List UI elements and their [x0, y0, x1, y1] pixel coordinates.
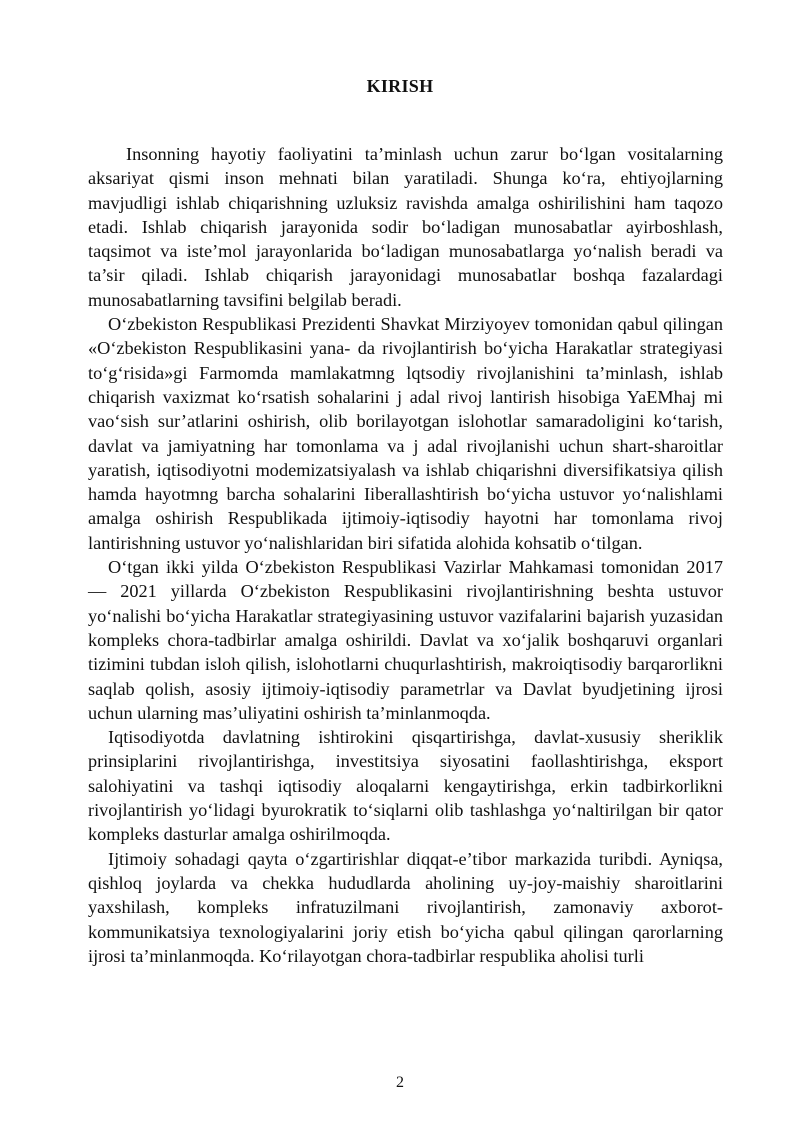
- paragraph-cabinet-measures: O‘tgan ikki yilda O‘zbekiston Respublikasi Vazirlar Mahkamasi tomonidan 2017 — 2021 yillarda O‘zbekiston Respublikasini rivojlantirishning beshta ustuvor yo‘nalishi bo‘yicha Harakatlar strategiyasining ustuvor vazifalarini bajarish yuzasidan kompleks chora-tadbirlar amalga oshirildi. Davlat va xo‘jalik boshqaruvi organlari tizimini tubdan isloh qilish, islohotlarni chuqurlashtirish, makroiqtisodiy barqarorlikni saqlab qolish, asosiy ijtimoiy-iqtisodiy parametrlar va Davlat byudjetining ijrosi uchun ularning mas’uliyatini oshirish ta’minlanmoqda.: [88, 557, 723, 723]
- page-number: 2: [396, 1074, 404, 1091]
- paragraph-economy: Iqtisodiyotda davlatning ishtirokini qisqartirishga, davlat-xususiy sheriklik prinsiplarini rivojlantirishga, investitsiya siyosatini faollashtirishga, eksport salohiyatini va tashqi iqtisodiy aloqalarni kengaytirishga, erkin tadbirkorlikni rivojlantirish yo‘lidagi byurokratik to‘siqlarni olib tashlashga yo‘naltirilgan bir qator kompleks dasturlar amalga oshirilmoqda.: [88, 727, 723, 845]
- paragraph-strategy: O‘zbekiston Respublikasi Prezidenti Shavkat Mirziyoyev tomonidan qabul qilingan «O‘zbekiston Respublikasini yana- da rivojlantirish bo‘yicha Harakatlar strategiyasi to‘g‘risida»gi Farmomda mamlakatmng lqtsodiy rivojlanishini ta’minlash, ishlab chiqarish vaxizmat ko‘rsatish sohalarini j adal rivoj lantirish hisobiga YaEMhaj mi vao‘sish sur’atlarini oshirish, olib borilayotgan islohotlar samaradoligini ko‘tarish, davlat va jamiyatning har tomonlama va j adal rivojlanishi uchun shart-sharoitlar yaratish, iqtisodiyotni modemizatsiyalash va ishlab chiqarishni diversifikatsiya qilish hamda hayotmng barcha sohalarini Iiberallashtirish bo‘yicha ustuvor yo‘nalishlami amalga oshirish Respublikada ijtimoiy-iqtisodiy hayotni har tomonlama rivoj lantirishning ustuvor yo‘nalishlaridan biri sifatida alohida kohsatib o‘tilgan.: [88, 314, 723, 553]
- paragraph-social-sphere: Ijtimoiy sohadagi qayta o‘zgartirishlar diqqat-e’tibor markazida turibdi. Ayniqsa, qishloq joylarda va chekka hududlarda aholining uy-joy-maishiy sharoitlarini yaxshilash, kompleks infratuzilmani rivojlantirish, zamonaviy axborot-kommunikatsiya texnologiyalarini joriy etish bo‘yicha qabul qilingan qarorlarning ijrosi ta’minlanmoqda. Ko‘rilayotgan chora-tadbirlar respublika aholisi turli: [88, 848, 723, 966]
- page-title: KIRISH: [366, 76, 434, 96]
- body-text: [88, 142, 723, 968]
- paragraph-intro: Insonning hayotiy faoliyatini ta’minlash uchun zarur bo‘lgan vositalarning aksariyat qismi inson mehnati bilan yaratiladi. Shunga ko‘ra, ehtiyojlarning mavjudligi ishlab chiqarishning uzluksiz ravishda amalga oshirilishini ham taqozo etadi. Ishlab chiqarish jarayonida sodir bo‘ladigan munosabatlar ayirboshlash, taqsimot va iste’mol jarayonlarida bo‘ladigan munosabatlarga yo‘nalish beradi va ta’sir qiladi. Ishlab chiqarish jarayonidagi munosabatlar boshqa fazalardagi munosabatlarning tavsifini belgilab beradi.: [88, 144, 723, 310]
